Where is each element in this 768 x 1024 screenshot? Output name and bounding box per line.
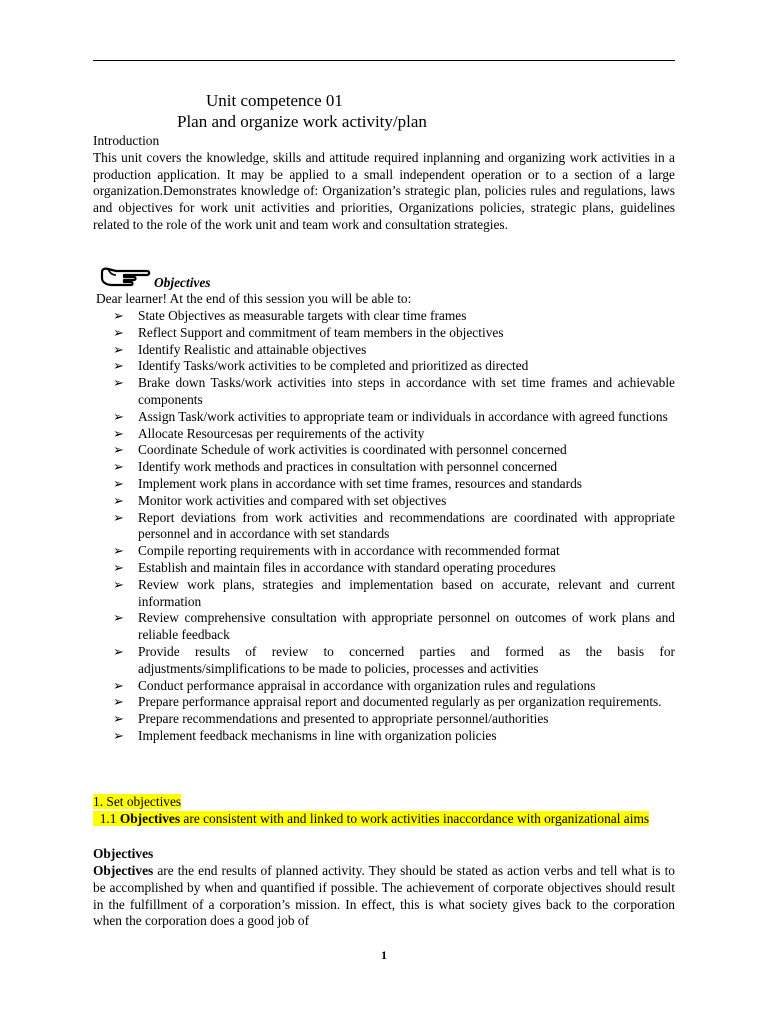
arrow-bullet-icon: ➢ bbox=[113, 576, 124, 592]
objective-text: Allocate Resourcesas per requirements of the activity bbox=[138, 425, 425, 441]
objective-text: Identify Realistic and attainable objectives bbox=[138, 341, 367, 357]
introduction-heading: Introduction bbox=[93, 133, 160, 148]
arrow-bullet-icon: ➢ bbox=[113, 324, 124, 340]
objective-item bbox=[93, 409, 675, 426]
objective-item bbox=[93, 560, 675, 577]
objectives-list bbox=[93, 308, 675, 745]
objective-text: Monitor work activities and compared with set objectives bbox=[138, 492, 447, 508]
arrow-bullet-icon: ➢ bbox=[113, 475, 124, 491]
objective-item bbox=[93, 577, 675, 611]
objectives-definition-body: are the end results of planned activity. They should be stated as action verbs and tell what is to be accomplished by when and quantified if possible. The achievement of corporate objectives should result in the fulfillment of a corporation’s mission. In effect, this is what society gives back to the corporation when the corporation does a good job of bbox=[93, 863, 675, 929]
objective-text: Brake down Tasks/work activities into steps in accordance with set time frames and achievable components bbox=[138, 375, 675, 407]
section-1-1-term: Objectives bbox=[119, 811, 181, 826]
section-1-1-number: 1.1 bbox=[99, 811, 117, 826]
objective-item bbox=[93, 442, 675, 459]
unit-number: Unit competence 01 bbox=[206, 91, 343, 110]
objective-text: Prepare recommendations and presented to appropriate personnel/authorities bbox=[138, 711, 549, 727]
objective-text: Establish and maintain files in accordance with standard operating procedures bbox=[138, 559, 556, 575]
objective-item bbox=[93, 493, 675, 510]
objective-text: Compile reporting requirements with in accordance with recommended format bbox=[138, 543, 560, 559]
objective-text: Implement feedback mechanisms in line with organization policies bbox=[138, 727, 497, 743]
objective-text: Provide results of review to concerned parties and formed as the basis for adjustments/simplifications to be made to policies, processes and activities bbox=[138, 643, 675, 676]
section-1-heading-row bbox=[93, 794, 675, 811]
arrow-bullet-icon: ➢ bbox=[113, 459, 124, 475]
objective-text: Review work plans, strategies and implementation based on accurate, relevant and current information bbox=[138, 576, 675, 609]
objective-text: Conduct performance appraisal in accordance with organization rules and regulations bbox=[138, 677, 596, 693]
objective-item bbox=[93, 476, 675, 493]
pointing-hand-icon bbox=[100, 266, 152, 288]
objective-text: Coordinate Schedule of work activities is coordinated with personnel concerned bbox=[138, 442, 567, 458]
arrow-bullet-icon: ➢ bbox=[113, 425, 124, 441]
arrow-bullet-icon: ➢ bbox=[113, 711, 124, 727]
arrow-bullet-icon: ➢ bbox=[113, 727, 124, 743]
objective-text: Implement work plans in accordance with set time frames, resources and standards bbox=[138, 475, 582, 491]
arrow-bullet-icon: ➢ bbox=[113, 677, 124, 693]
section-1-1-rest: are consistent with and linked to work activities inaccordance with organizational aims bbox=[183, 811, 650, 826]
arrow-bullet-icon: ➢ bbox=[113, 358, 124, 374]
objective-text: Prepare performance appraisal report and documented regularly as per organization requirements. bbox=[138, 694, 662, 710]
objectives-heading bbox=[100, 266, 400, 290]
arrow-bullet-icon: ➢ bbox=[113, 694, 124, 710]
objective-text: Reflect Support and commitment of team members in the objectives bbox=[138, 324, 504, 340]
arrow-bullet-icon: ➢ bbox=[113, 492, 124, 508]
objective-item bbox=[93, 325, 675, 342]
section-1-heading: 1. Set objectives bbox=[93, 794, 182, 809]
introduction-body: This unit covers the knowledge, skills and attitude required inplanning and organizing work activities in a production application. It may be applied to a small independent operation or to a section of a large organization.Demonstrates knowledge of: Organization’s strategic plan, policies rules and regulations, laws and objectives for work unit activities and priorities, Organizations policies, strategic plans, guidelines related to the role of the work unit and team work and consultation strategies. bbox=[93, 149, 675, 232]
page-number: 1 bbox=[381, 948, 387, 962]
section-1-1-text bbox=[93, 811, 649, 826]
objective-item bbox=[93, 543, 675, 560]
section-1-1 bbox=[93, 811, 675, 828]
objectives-lead: Dear learner! At the end of this session you will be able to: bbox=[96, 291, 412, 306]
objective-item bbox=[93, 510, 675, 544]
objective-item bbox=[93, 678, 675, 695]
arrow-bullet-icon: ➢ bbox=[113, 559, 124, 575]
introduction-section bbox=[93, 133, 675, 234]
objective-item bbox=[93, 358, 675, 375]
objective-text: Identify Tasks/work activities to be completed and prioritized as directed bbox=[138, 358, 529, 374]
objectives-label: Objectives bbox=[154, 275, 211, 290]
objective-text: State Objectives as measurable targets with clear time frames bbox=[138, 308, 467, 323]
objective-item bbox=[93, 426, 675, 443]
objective-item bbox=[93, 610, 675, 644]
objective-item bbox=[93, 308, 675, 325]
arrow-bullet-icon: ➢ bbox=[113, 408, 124, 424]
objective-item bbox=[93, 459, 675, 476]
objective-item bbox=[93, 644, 675, 678]
objectives-definition bbox=[93, 863, 675, 930]
arrow-bullet-icon: ➢ bbox=[113, 308, 124, 323]
objective-text: Identify work methods and practices in consultation with personnel concerned bbox=[138, 459, 558, 475]
objective-item bbox=[93, 711, 675, 728]
objectives-definition-term: Objectives bbox=[93, 863, 154, 878]
unit-title: Plan and organize work activity/plan bbox=[177, 112, 427, 131]
objective-item bbox=[93, 694, 675, 711]
arrow-bullet-icon: ➢ bbox=[113, 509, 124, 525]
objective-item bbox=[93, 375, 675, 409]
arrow-bullet-icon: ➢ bbox=[113, 543, 124, 559]
objective-item bbox=[93, 342, 675, 359]
objective-text: Review comprehensive consultation with appropriate personnel on outcomes of work plans and reliable feedback bbox=[138, 610, 675, 643]
objective-item bbox=[93, 728, 675, 745]
objective-text: Assign Task/work activities to appropriate team or individuals in accordance with agreed functions bbox=[138, 408, 668, 424]
arrow-bullet-icon: ➢ bbox=[113, 442, 124, 458]
arrow-bullet-icon: ➢ bbox=[113, 610, 124, 626]
arrow-bullet-icon: ➢ bbox=[113, 341, 124, 357]
arrow-bullet-icon: ➢ bbox=[113, 643, 124, 659]
objectives-definition-heading: Objectives bbox=[93, 846, 154, 861]
arrow-bullet-icon: ➢ bbox=[113, 375, 124, 391]
objective-text: Report deviations from work activities and recommendations are coordinated with appropriate personnel and in accordance with set standards bbox=[138, 509, 675, 542]
header-rule bbox=[93, 60, 675, 61]
